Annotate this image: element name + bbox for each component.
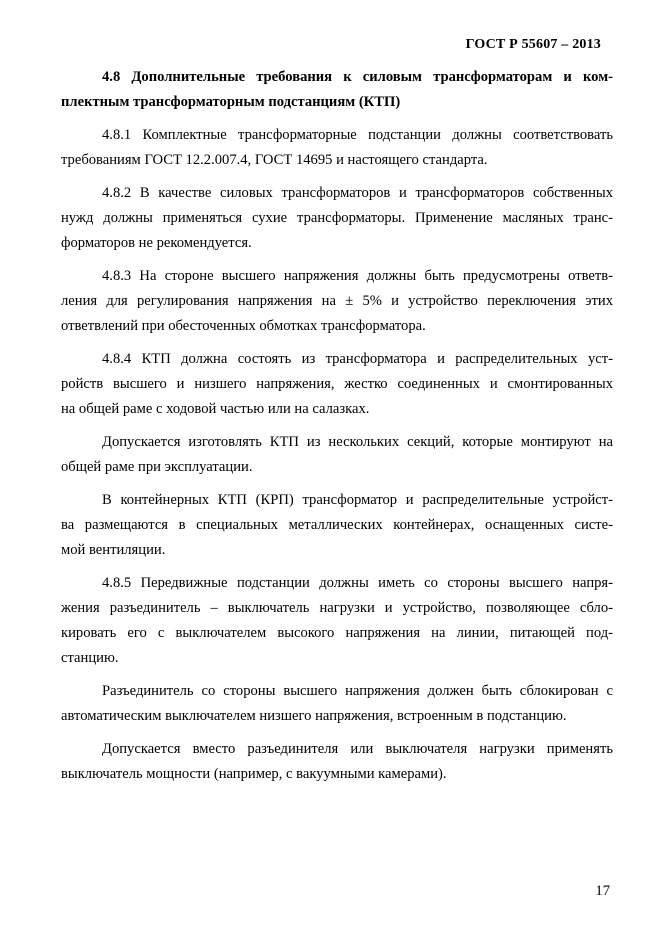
paragraph-line: нужд должны применяться сухие трансформаторы. Применение масляных транс-	[61, 210, 613, 226]
document-body	[61, 67, 613, 789]
paragraph-disconnector	[61, 681, 613, 731]
paragraph-line: 4.8.1 Комплектные трансформаторные подстанции должны соответствовать	[102, 127, 613, 143]
paragraph-line: требованиям ГОСТ 12.2.007.4, ГОСТ 14695 и настоящего стандарта.	[61, 152, 488, 168]
paragraph-line: выключатель мощности (например, с вакуумными камерами).	[61, 766, 447, 782]
paragraph-power-switch	[61, 739, 613, 789]
paragraph-container-ktp	[61, 490, 613, 565]
section-heading-line: плектным трансформаторным подстанциям (КТП)	[61, 94, 401, 110]
paragraph-line: Допускается изготовлять КТП из нескольких секций, которые монтируют на	[102, 434, 613, 450]
section-heading	[61, 67, 613, 117]
paragraph-line: станцию.	[61, 650, 119, 666]
paragraph-line: общей раме при эксплуатации.	[61, 459, 253, 475]
paragraph-line: жения разъединитель – выключатель нагрузки и устройство, позволяющее сбло-	[61, 600, 613, 616]
paragraph-line: мой вентиляции.	[61, 542, 166, 558]
paragraph-4-8-5	[61, 573, 613, 673]
paragraph-4-8-4	[61, 349, 613, 424]
paragraph-4-8-2	[61, 183, 613, 258]
paragraph-4-8-1	[61, 125, 613, 175]
section-heading-line: 4.8 Дополнительные требования к силовым трансформаторам и ком-	[102, 69, 613, 85]
paragraph-line: ройств высшего и низшего напряжения, жестко соединенных и смонтированных	[61, 376, 613, 392]
paragraph-line: 4.8.3 На стороне высшего напряжения должны быть предусмотрены ответв-	[102, 268, 613, 284]
paragraph-line: В контейнерных КТП (КРП) трансформатор и распределительные устройст-	[102, 492, 613, 508]
paragraph-line: Разъединитель со стороны высшего напряжения должен быть сблокирован с	[102, 683, 613, 699]
paragraph-4-8-3	[61, 266, 613, 341]
paragraph-line: на общей раме с ходовой частью или на салазках.	[61, 401, 370, 417]
paragraph-sections	[61, 432, 613, 482]
paragraph-line: автоматическим выключателем низшего напряжения, встроенным в подстанцию.	[61, 708, 567, 724]
paragraph-line: ответвлений при обесточенных обмотках трансформатора.	[61, 318, 426, 334]
standard-code: ГОСТ Р 55607 – 2013	[465, 37, 601, 52]
paragraph-line: 4.8.2 В качестве силовых трансформаторов и трансформаторов собственных	[102, 185, 613, 201]
paragraph-line: 4.8.5 Передвижные подстанции должны иметь со стороны высшего напря-	[102, 575, 613, 591]
paragraph-line: Допускается вместо разъединителя или выключателя нагрузки применять	[102, 741, 613, 757]
paragraph-line: 4.8.4 КТП должна состоять из трансформатора и распределительных уст-	[102, 351, 613, 367]
page-number: 17	[595, 883, 610, 899]
paragraph-line: ления для регулирования напряжения на ± 5% и устройство переключения этих	[61, 293, 613, 309]
paragraph-line: ва размещаются в специальных металлических контейнерах, оснащенных систе-	[61, 517, 613, 533]
paragraph-line: форматоров не рекомендуется.	[61, 235, 252, 251]
paragraph-line: кировать его с выключателем высокого напряжения на линии, питающей под-	[61, 625, 613, 641]
